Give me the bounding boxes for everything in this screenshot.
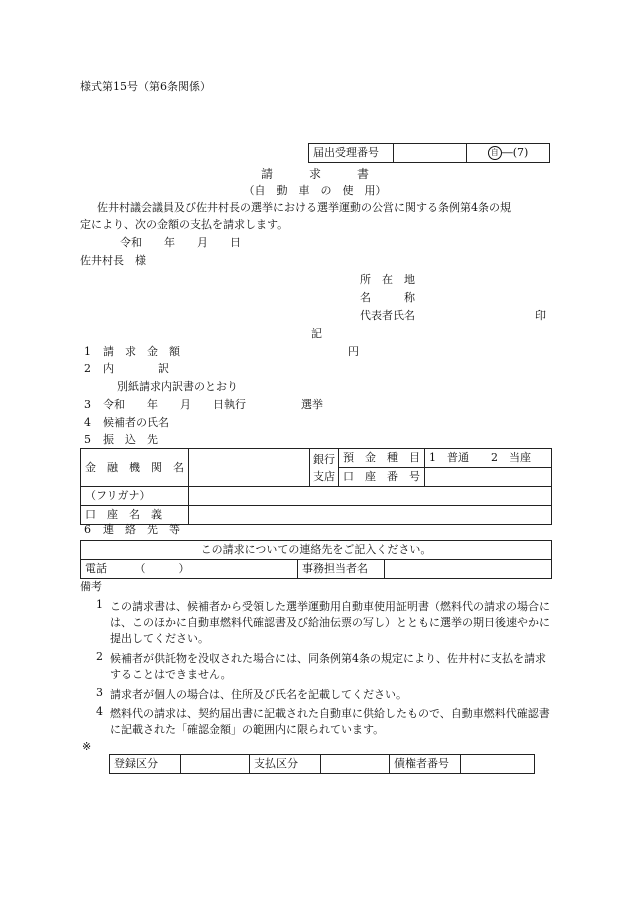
receipt-number-field[interactable] xyxy=(394,144,467,163)
address-label: 所 在 地 xyxy=(360,273,415,286)
payment-field[interactable] xyxy=(321,755,390,774)
deposit-type-label: 預 金 種 目 xyxy=(339,449,425,468)
note-1-number: 1 xyxy=(96,598,103,611)
registration-label: 登録区分 xyxy=(110,755,181,774)
item-5-label: 振 込 先 xyxy=(103,433,158,446)
receipt-code-suffix: ―(7) xyxy=(501,146,529,159)
circled-ji-mark: 自 xyxy=(488,146,502,160)
note-3-number: 3 xyxy=(96,686,103,699)
item-3-number: 3 xyxy=(84,398,91,411)
item-1-number: 1 xyxy=(84,345,91,358)
payment-label: 支払区分 xyxy=(250,755,321,774)
representative-label: 代表者氏名 xyxy=(360,309,415,322)
item-4-label: 候補者の氏名 xyxy=(103,416,169,429)
creditor-field[interactable] xyxy=(461,755,535,774)
item-3-text: 令和 年 月 日執行 選挙 xyxy=(103,398,323,411)
registration-field[interactable] xyxy=(181,755,250,774)
institution-label: 金 融 機 関 名 xyxy=(81,449,189,487)
account-number-label: 口 座 番 号 xyxy=(339,468,425,487)
addressee: 佐井村長 様 xyxy=(80,254,146,267)
note-1-text: この請求書は、候補者から受領した選挙運動用自動車使用証明書（燃料代の請求の場合には、このほかに自動車燃料代確認書及び給油伝票の写し）とともに選挙の期日後速やかに提出してください。 xyxy=(110,600,550,645)
item-1-label: 請 求 金 額 xyxy=(103,345,180,358)
note-2-number: 2 xyxy=(96,650,103,663)
bank-branch-suffix xyxy=(310,449,339,487)
contact-header: この請求についての連絡先をご記入ください。 xyxy=(81,541,552,560)
account-number-field[interactable] xyxy=(425,468,552,487)
contact-person-field[interactable] xyxy=(385,560,552,579)
account-holder-field[interactable] xyxy=(189,506,552,525)
document-title: 請 求 書 xyxy=(260,167,369,181)
deposit-type-options[interactable]: 1 普通 2 当座 xyxy=(425,449,552,468)
seal-mark: 印 xyxy=(535,309,546,322)
bank-suffix: 銀行 xyxy=(313,452,335,466)
institution-field[interactable] xyxy=(189,449,310,487)
item-2-label: 内 訳 xyxy=(103,362,169,375)
ki-heading: 記 xyxy=(311,327,322,340)
furigana-field[interactable] xyxy=(189,487,552,506)
contact-table xyxy=(80,540,552,579)
furigana-label: （フリガナ） xyxy=(81,487,189,506)
phone-field[interactable]: 電話 （ ） xyxy=(81,560,298,579)
item-5-number: 5 xyxy=(84,433,91,446)
intro-line-2: 定により、次の金額の支払を請求します。 xyxy=(80,218,289,231)
creditor-label: 債権者番号 xyxy=(390,755,461,774)
name-label: 名 称 xyxy=(360,291,415,304)
account-holder-label: 口 座 名 義 xyxy=(81,506,189,525)
item-2-detail: 別紙請求内訳書のとおり xyxy=(117,380,238,393)
office-use-table xyxy=(109,754,535,774)
notes-title: 備考 xyxy=(80,580,102,593)
note-4-text: 燃料代の請求は、契約届出書に記載された自動車に供給したもので、自動車燃料代確認書に記載された「確認金額」の範囲内に限られています。 xyxy=(110,707,550,736)
note-3-text: 請求者が個人の場合は、住所及び氏名を記載してください。 xyxy=(110,688,407,701)
kome-mark: ※ xyxy=(82,740,92,753)
yen-unit: 円 xyxy=(348,345,359,358)
item-6-label: 連 絡 先 等 xyxy=(103,523,180,536)
form-number: 様式第15号（第6条関係） xyxy=(80,80,211,93)
document-subtitle: （自 動 車 の 使 用） xyxy=(243,184,387,197)
receipt-number-table xyxy=(308,143,550,163)
receipt-code xyxy=(467,144,550,163)
note-2-text: 候補者が供託物を没収された場合には、同条例第4条の規定により、佐井村に支払を請求することはできません。 xyxy=(110,652,546,681)
intro-line-1: 佐井村議会議員及び佐井村長の選挙における選挙運動の公営に関する条例第4条の規 xyxy=(97,201,511,214)
note-4-number: 4 xyxy=(96,705,103,718)
item-2-number: 2 xyxy=(84,362,91,375)
date-line: 令和 年 月 日 xyxy=(120,236,241,249)
branch-suffix: 支店 xyxy=(313,469,335,483)
item-4-number: 4 xyxy=(84,416,91,429)
bank-transfer-table xyxy=(80,448,552,525)
item-6-number: 6 xyxy=(84,523,91,536)
contact-person-label: 事務担当者名 xyxy=(298,560,385,579)
receipt-number-label: 届出受理番号 xyxy=(309,144,394,163)
